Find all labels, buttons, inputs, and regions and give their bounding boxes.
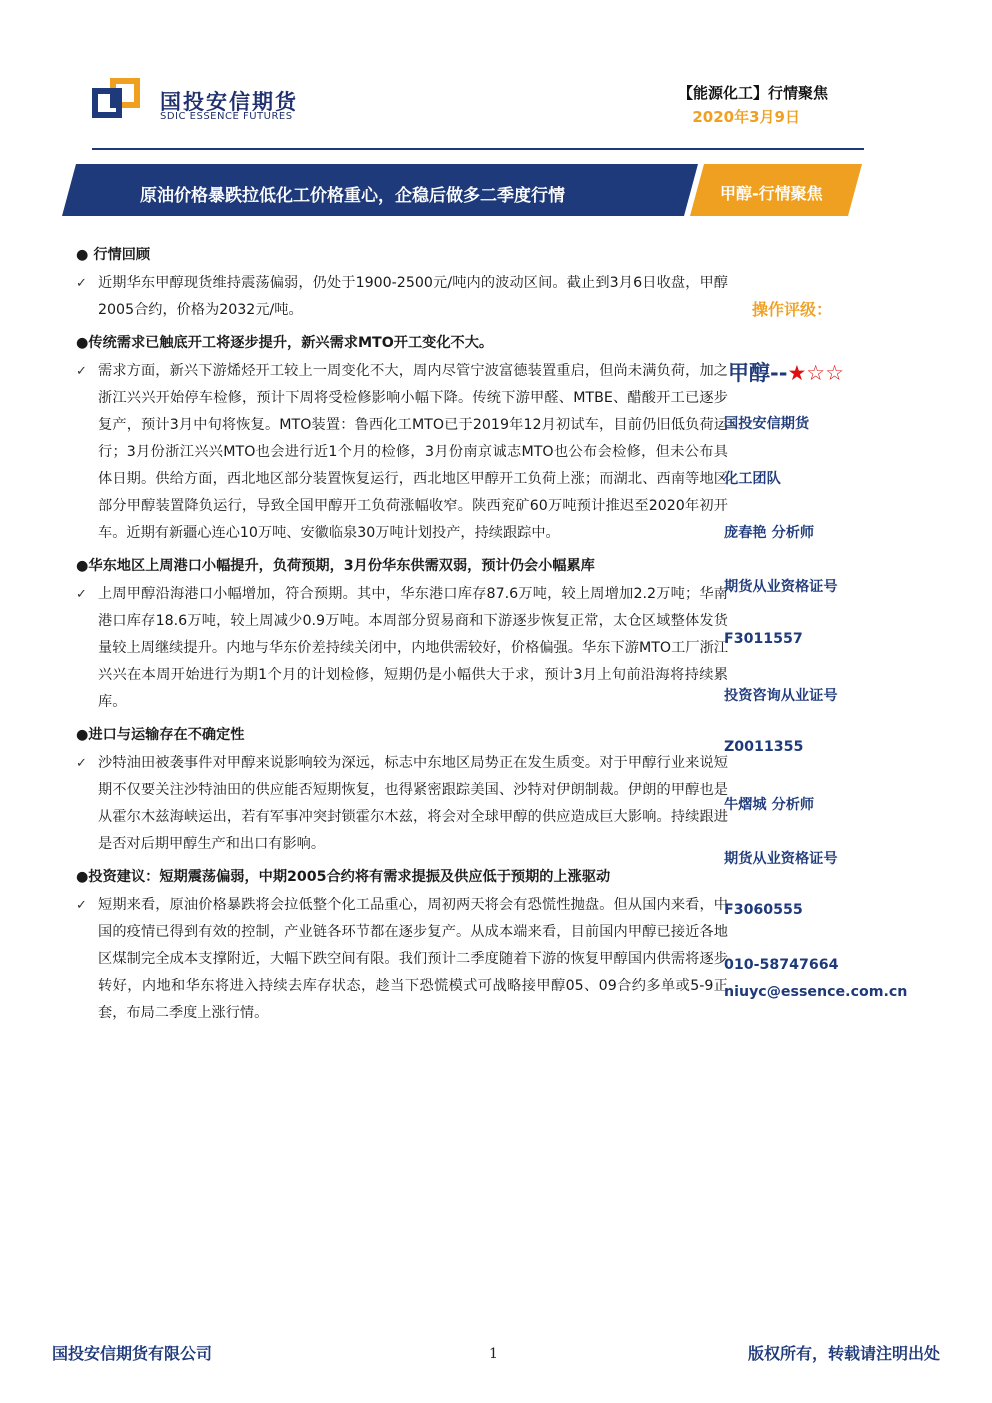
footer-company: 国投安信期货有限公司 (52, 1344, 213, 1363)
sidebar-consult-label: 投资咨询从业证号 (724, 688, 838, 704)
company-logo-en: SDIC ESSENCE FUTURES (160, 111, 293, 122)
rating-product: 甲醇-- (728, 361, 788, 385)
section-investment-advice (76, 862, 728, 1027)
report-category: 【能源化工】行情聚焦 (677, 84, 828, 102)
sidebar-license-2: F3060555 (724, 902, 803, 918)
section-heading: ●传统需求已触底开工将逐步提升，新兴需求MTO开工变化不大。 (76, 335, 494, 351)
check-icon: ✓ (76, 364, 87, 379)
section-heading: ●投资建议：短期震荡偏弱，中期2005合约将有需求提振及供应低于预期的上涨驱动 (76, 869, 611, 885)
paragraph (76, 750, 728, 858)
paragraph-text: 需求方面，新兴下游烯烃开工较上一周变化不大，周内尽管宁波富德装置重启，但尚未满负荷，加之浙江兴兴开始停车检修，预计下周将受检修影响小幅下降。传统下游甲醛、MTBE、醋酸开工已逐步复产，预计3月中旬将恢复。MTO装置：鲁西化工MTO已于2019年12月初试车，目前仍旧低负荷运行；3月份浙江兴兴MTO也会进行近1个月的检修，3月份南京诚志MTO也公布会检修，但未公布具体日期。供给方面，西北地区部分装置恢复运行，西北地区甲醇开工负荷上涨；而湖北、西南等地区部分甲醇装置降负运行，导致全国甲醇开工负荷涨幅收窄。陕西兖矿60万吨预计推迟至2020年初开车。近期有新疆心连心10万吨、安徽临泉30万吨计划投产，持续跟踪中。 (98, 363, 728, 541)
section-heading: ●华东地区上周港口小幅提升，负荷预期，3月份华东供需双弱，预计仍会小幅累库 (76, 558, 595, 574)
section-review (76, 240, 728, 324)
check-icon: ✓ (76, 587, 87, 602)
sidebar-analyst-2: 牛熠城 分析师 (724, 797, 815, 813)
company-logo-mark (92, 78, 140, 118)
rating-label: 操作评级： (752, 300, 833, 319)
rating-stars: ★☆☆ (787, 361, 844, 385)
page-number: 1 (489, 1346, 498, 1362)
section-heading: ●进口与运输存在不确定性 (76, 727, 245, 743)
paragraph-text: 上周甲醇沿海港口小幅增加，符合预期。其中，华东港口库存87.6万吨，较上周增加2.2万吨；华南港口库存18.6万吨，较上周减少0.9万吨。本周部分贸易商和下游逐步恢复正常，太仓区域整体发货量较上周继续提升。内地与华东价差持续关闭中，内地供需较好，价格偏强。华东下游MTO工厂浙江兴兴在本周开始进行为期1个月的计划检修，短期仍是小幅供大于求，预计3月上旬前沿海将持续累库。 (98, 586, 728, 710)
company-logo-cn: 国投安信期货 (160, 90, 298, 114)
report-tag: 甲醇-行情聚焦 (720, 184, 823, 203)
section-port-inventory (76, 551, 728, 716)
sidebar-analyst-1: 庞春艳 分析师 (724, 525, 815, 541)
paragraph-text: 沙特油田被袭事件对甲醇来说影响较为深远，标志中东地区局势正在发生质变。对于甲醇行业来说短期不仅要关注沙特油田的供应能否短期恢复，也得紧密跟踪美国、沙特对伊朗制裁。伊朗的甲醇也是从霍尔木兹海峡运出，若有军事冲突封锁霍尔木兹，将会对全球甲醇的供应造成巨大影响。持续跟进是否对后期甲醇生产和出口有影响。 (98, 755, 728, 852)
sidebar-team: 化工团队 (724, 471, 781, 487)
sidebar-license-1: F3011557 (724, 631, 803, 647)
section-heading: ● 行情回顾 (76, 247, 151, 263)
rating (728, 357, 844, 387)
sidebar-company: 国投安信期货 (724, 416, 810, 432)
sidebar-license-label-2: 期货从业资格证号 (724, 851, 838, 867)
sidebar-phone: 010-58747664 (724, 957, 839, 973)
check-icon: ✓ (76, 756, 87, 771)
sidebar-email: niuyc@essence.com.cn (724, 984, 908, 1000)
paragraph-text: 近期华东甲醇现货维持震荡偏弱，仍处于1900-2500元/吨内的波动区间。截止到3月6日收盘，甲醇2005合约，价格为2032元/吨。 (98, 275, 728, 318)
paragraph (76, 358, 728, 547)
check-icon: ✓ (76, 898, 87, 913)
sidebar-license-label-1: 期货从业资格证号 (724, 579, 838, 595)
paragraph (76, 581, 728, 716)
sidebar-consult-number: Z0011355 (724, 739, 804, 755)
paragraph (76, 270, 728, 324)
section-demand (76, 328, 728, 547)
report-title: 原油价格暴跌拉低化工价格重心，企稳后做多二季度行情 (140, 186, 565, 206)
report-date: 2020年3月9日 (692, 108, 800, 126)
check-icon: ✓ (76, 276, 87, 291)
footer-copyright: 版权所有，转载请注明出处 (747, 1344, 940, 1363)
section-import (76, 720, 728, 858)
header-divider (92, 148, 864, 150)
paragraph (76, 892, 728, 1027)
report-body (76, 240, 728, 1031)
paragraph-text: 短期来看，原油价格暴跌将会拉低整个化工品重心，周初两天将会有恐慌性抛盘。但从国内来看，中国的疫情已得到有效的控制，产业链各环节都在逐步复产。从成本端来看，目前国内甲醇已接近各地区煤制完全成本支撑附近，大幅下跌空间有限。我们预计二季度随着下游的恢复甲醇国内供需将逐步转好，内地和华东将进入持续去库存状态，趁当下恐慌模式可战略接甲醇05、09合约多单或5-9正套，布局二季度上涨行情。 (98, 897, 728, 1021)
